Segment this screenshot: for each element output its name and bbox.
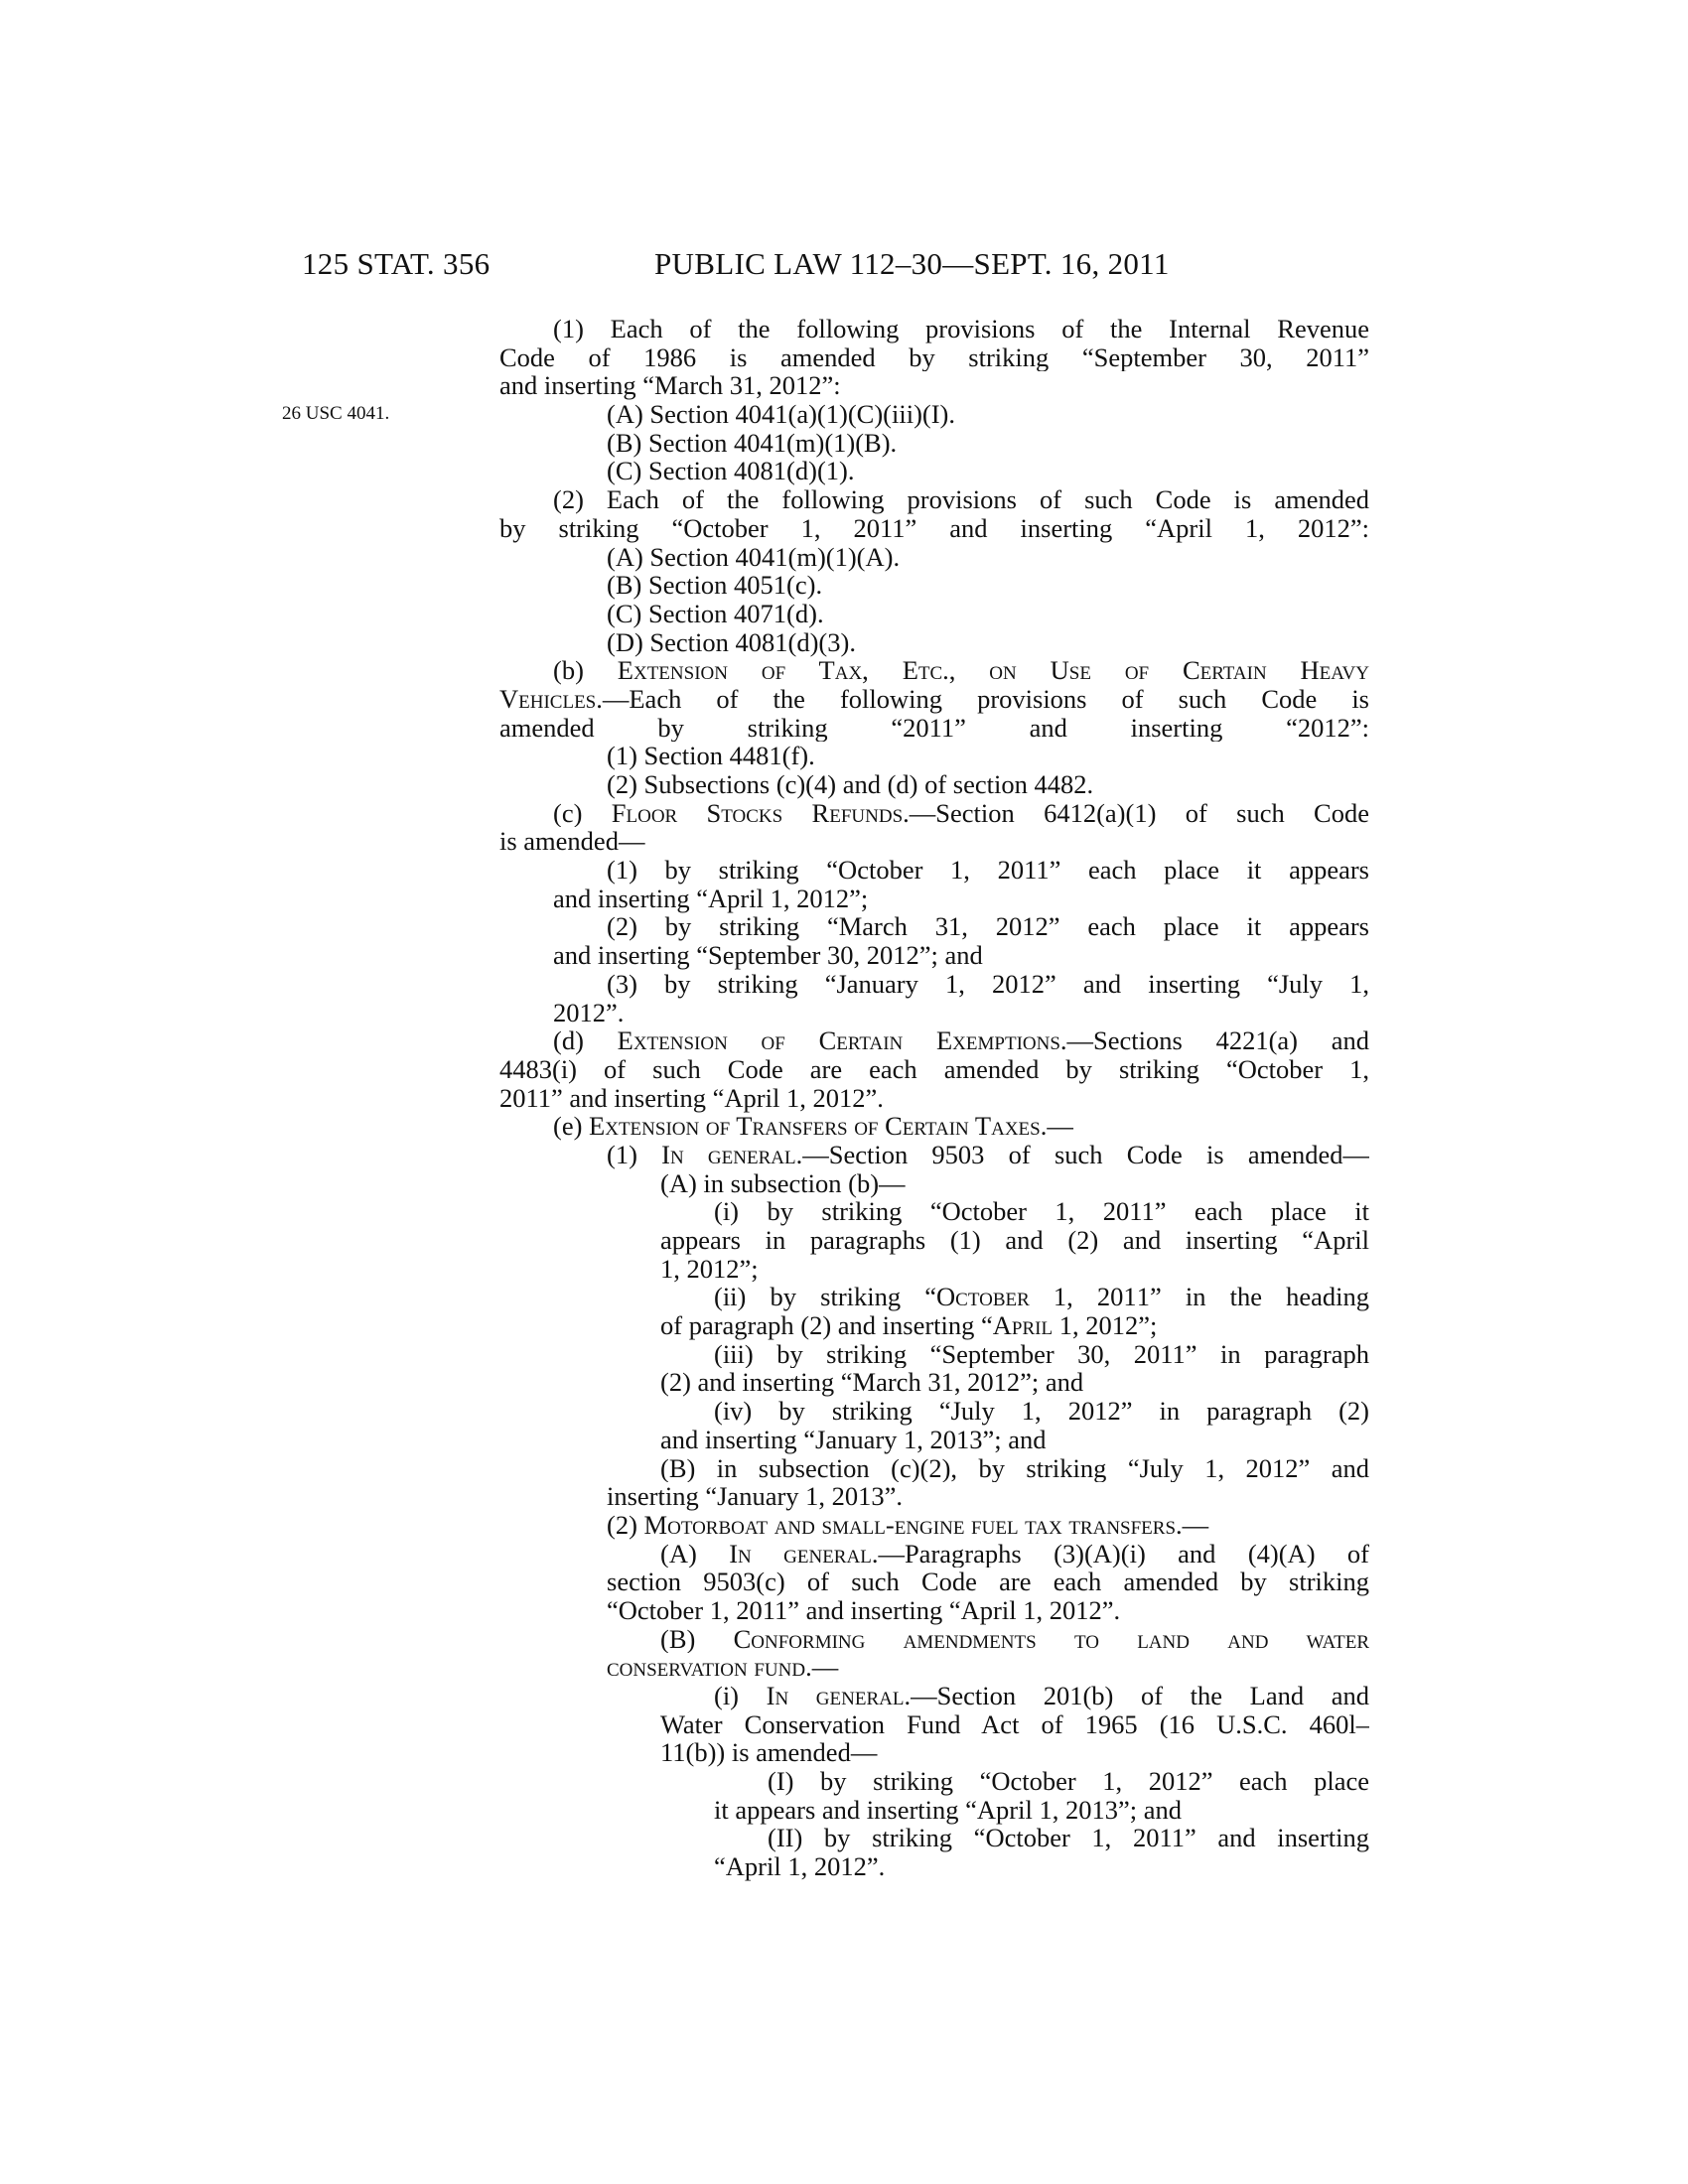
text-line: (I) by striking “October 1, 2012” each place xyxy=(768,1767,1369,1796)
text-line: (e) Extension of Transfers of Certain Taxes.— xyxy=(553,1111,1073,1142)
text-line: (i) In general.—Section 201(b) of the Land and xyxy=(714,1682,1369,1710)
text-line: it appears and inserting “April 1, 2013”; and xyxy=(714,1794,1182,1825)
text-line: and inserting “September 30, 2012”; and xyxy=(553,940,983,971)
text-line: Code of 1986 is amended by striking “September 30, 2011” xyxy=(499,342,1369,372)
text-line: (D) Section 4081(d)(3). xyxy=(607,626,856,657)
text-line: Vehicles.—Each of the following provisions of such Code is xyxy=(499,684,1369,714)
text-line: (iv) by striking “July 1, 2012” in paragraph (2) xyxy=(714,1397,1369,1426)
text-line: (1) Each of the following provisions of the Internal Revenue xyxy=(553,315,1369,343)
text-line: appears in paragraphs (1) and (2) and inserting “April xyxy=(660,1226,1369,1255)
text-line: (3) by striking “January 1, 2012” and inserting “July 1, xyxy=(607,969,1369,999)
text-line: and inserting “January 1, 2013”; and xyxy=(660,1424,1047,1454)
text-line: “April 1, 2012”. xyxy=(714,1851,886,1882)
text-line: (2) Subsections (c)(4) and (d) of section 4482. xyxy=(607,769,1094,799)
margin-note: 26 USC 4041. xyxy=(282,403,390,424)
text-line: is amended— xyxy=(499,826,645,857)
text-line: “October 1, 2011” and inserting “April 1, 2012”. xyxy=(607,1594,1121,1625)
text-line: (B) in subsection (c)(2), by striking “July 1, 2012” and xyxy=(660,1453,1369,1483)
text-line: section 9503(c) of such Code are each amended by striking xyxy=(607,1568,1369,1596)
page-number: 125 STAT. 356 xyxy=(302,246,491,281)
text-line: (iii) by striking “September 30, 2011” in paragraph xyxy=(714,1339,1369,1369)
text-line: (II) by striking “October 1, 2011” and inserting xyxy=(768,1824,1369,1853)
text-line: (2) by striking “March 31, 2012” each place it appears xyxy=(607,912,1369,942)
text-line: (B) Conforming amendments to land and water xyxy=(660,1624,1369,1654)
text-line: (ii) by striking “October 1, 2011” in the heading xyxy=(714,1283,1369,1312)
text-line: (2) Each of the following provisions of such Code is amended xyxy=(553,485,1369,514)
text-line: 4483(i) of such Code are each amended by striking “October 1, xyxy=(499,1054,1369,1084)
text-line: of paragraph (2) and inserting “April 1, 2012”; xyxy=(660,1310,1158,1341)
text-line: 11(b)) is amended— xyxy=(660,1737,878,1768)
text-line: (1) by striking “October 1, 2011” each place it appears xyxy=(607,856,1369,885)
text-line: (2) and inserting “March 31, 2012”; and xyxy=(660,1367,1084,1398)
text-line: Water Conservation Fund Act of 1965 (16 U.S.C. 460l– xyxy=(660,1709,1369,1739)
text-line: (i) by striking “October 1, 2011” each place it xyxy=(714,1197,1369,1226)
text-line: (A) Section 4041(m)(1)(A). xyxy=(607,541,901,572)
text-line: inserting “January 1, 2013”. xyxy=(607,1481,904,1512)
text-line: and inserting “March 31, 2012”: xyxy=(499,370,841,401)
text-line: 2012”. xyxy=(553,997,625,1027)
text-line: (B) Section 4051(c). xyxy=(607,570,823,601)
text-line: by striking “October 1, 2011” and inserting “April 1, 2012”: xyxy=(499,513,1369,543)
text-line: amended by striking “2011” and inserting “2012”: xyxy=(499,713,1369,743)
text-line: (2) Motorboat and small-engine fuel tax transfers.— xyxy=(607,1509,1209,1540)
page-header xyxy=(0,246,1688,286)
running-head: PUBLIC LAW 112–30—SEPT. 16, 2011 xyxy=(654,246,1170,281)
text-line: (d) Extension of Certain Exemptions.—Sections 4221(a) and xyxy=(553,1026,1369,1055)
text-line: (A) in subsection (b)— xyxy=(660,1167,906,1198)
text-line: (b) Extension of Tax, Etc., on Use of Certain Heavy xyxy=(553,656,1369,685)
text-line: (c) Floor Stocks Refunds.—Section 6412(a)(1) of such Code xyxy=(553,798,1369,828)
text-line: (C) Section 4081(d)(1). xyxy=(607,456,855,486)
text-line: 2011” and inserting “April 1, 2012”. xyxy=(499,1082,884,1113)
text-line: 1, 2012”; xyxy=(660,1253,759,1284)
text-line: (1) In general.—Section 9503 of such Code is amended— xyxy=(607,1140,1369,1169)
text-line: (B) Section 4041(m)(1)(B). xyxy=(607,427,898,458)
text-line: (C) Section 4071(d). xyxy=(607,598,824,628)
text-line: (A) Section 4041(a)(1)(C)(iii)(I). xyxy=(607,399,955,430)
text-line: and inserting “April 1, 2012”; xyxy=(553,883,869,913)
text-line: (A) In general.—Paragraphs (3)(A)(i) and (4)(A) of xyxy=(660,1539,1369,1569)
text-line: conservation fund.— xyxy=(607,1652,839,1683)
statute-body-text xyxy=(499,315,1369,1881)
text-line: (1) Section 4481(f). xyxy=(607,741,815,771)
